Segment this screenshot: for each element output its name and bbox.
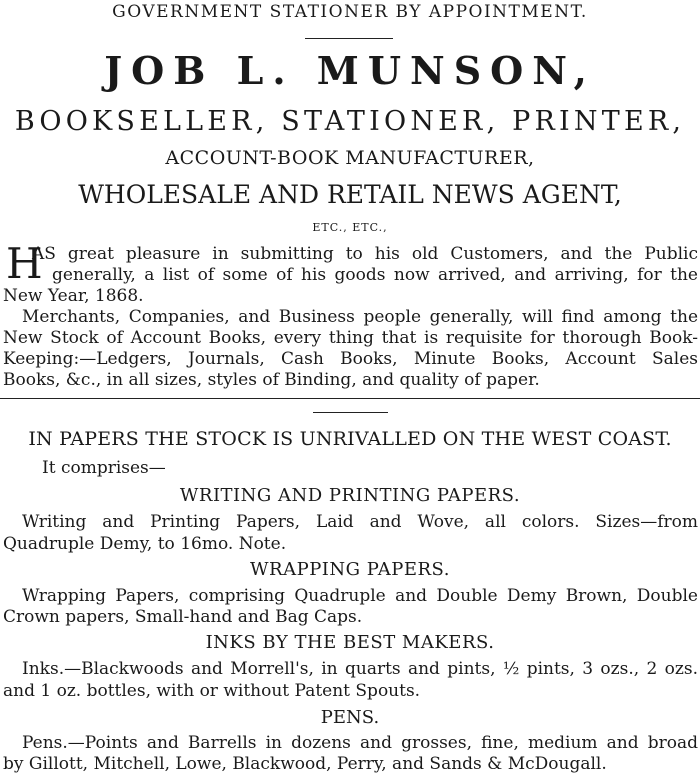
drop-cap: H (6, 239, 43, 288)
inks-line-1: Inks.—Blackwoods and Morrell's, in quarts and pints, ½ pints, 3 ozs., 2 ozs. (22, 659, 698, 679)
manufacturer-line: ACCOUNT-BOOK MANUFACTURER, (165, 147, 535, 169)
pens-line-2: by Gillott, Mitchell, Lowe, Blackwood, Perry, and Sands & McDougall. (3, 754, 607, 774)
short-divider (305, 38, 393, 39)
wrapping-line-2: Crown papers, Small-hand and Bag Caps. (3, 607, 363, 627)
writing-line-1: Writing and Printing Papers, Laid and Wove, all colors. Sizes—from (22, 512, 698, 532)
pens-heading: PENS. (320, 707, 380, 728)
wrapping-heading: WRAPPING PAPERS. (250, 559, 450, 580)
writing-line-2: Quadruple Demy, to 16mo. Note. (3, 534, 287, 554)
inks-heading: INKS BY THE BEST MAKERS. (205, 632, 495, 653)
comprises-line: It comprises— (42, 458, 166, 478)
writing-heading: WRITING AND PRINTING PAPERS. (179, 485, 521, 506)
books-line-1: Merchants, Companies, and Business people generally, will find among the (22, 307, 698, 327)
intro-line-2: generally, a list of some of his goods now arrived, and arriving, for the (52, 265, 698, 285)
pens-line-1: Pens.—Points and Barrells in dozens and grosses, fine, medium and broad (22, 733, 698, 753)
trade-line: BOOKSELLER, STATIONER, PRINTER, (14, 106, 686, 137)
inks-line-2: and 1 oz. bottles, with or without Patent Spouts. (3, 681, 421, 701)
books-line-4: Books, &c., in all sizes, styles of Binding, and quality of paper. (3, 370, 540, 390)
short-divider (313, 412, 388, 413)
etc-line: ETC., ETC., (312, 221, 388, 234)
proprietor-name: JOB L. MUNSON, (104, 48, 596, 93)
books-line-3: Keeping:—Ledgers, Journals, Cash Books, Minute Books, Account Sales (3, 349, 698, 369)
full-divider (0, 398, 700, 399)
appointment-line: GOVERNMENT STATIONER BY APPOINTMENT. (112, 2, 588, 22)
intro-line-3: New Year, 1868. (3, 286, 144, 306)
intro-line-1: AS great pleasure in submitting to his old Customers, and the Public (32, 244, 698, 264)
books-line-2: New Stock of Account Books, every thing that is requisite for thorough Book- (3, 328, 698, 348)
wrapping-line-1: Wrapping Papers, comprising Quadruple and Double Demy Brown, Double (22, 586, 698, 606)
papers-heading: IN PAPERS THE STOCK IS UNRIVALLED ON THE WEST COAST. (28, 428, 672, 450)
news-agent-line: WHOLESALE AND RETAIL NEWS AGENT, (78, 180, 622, 209)
